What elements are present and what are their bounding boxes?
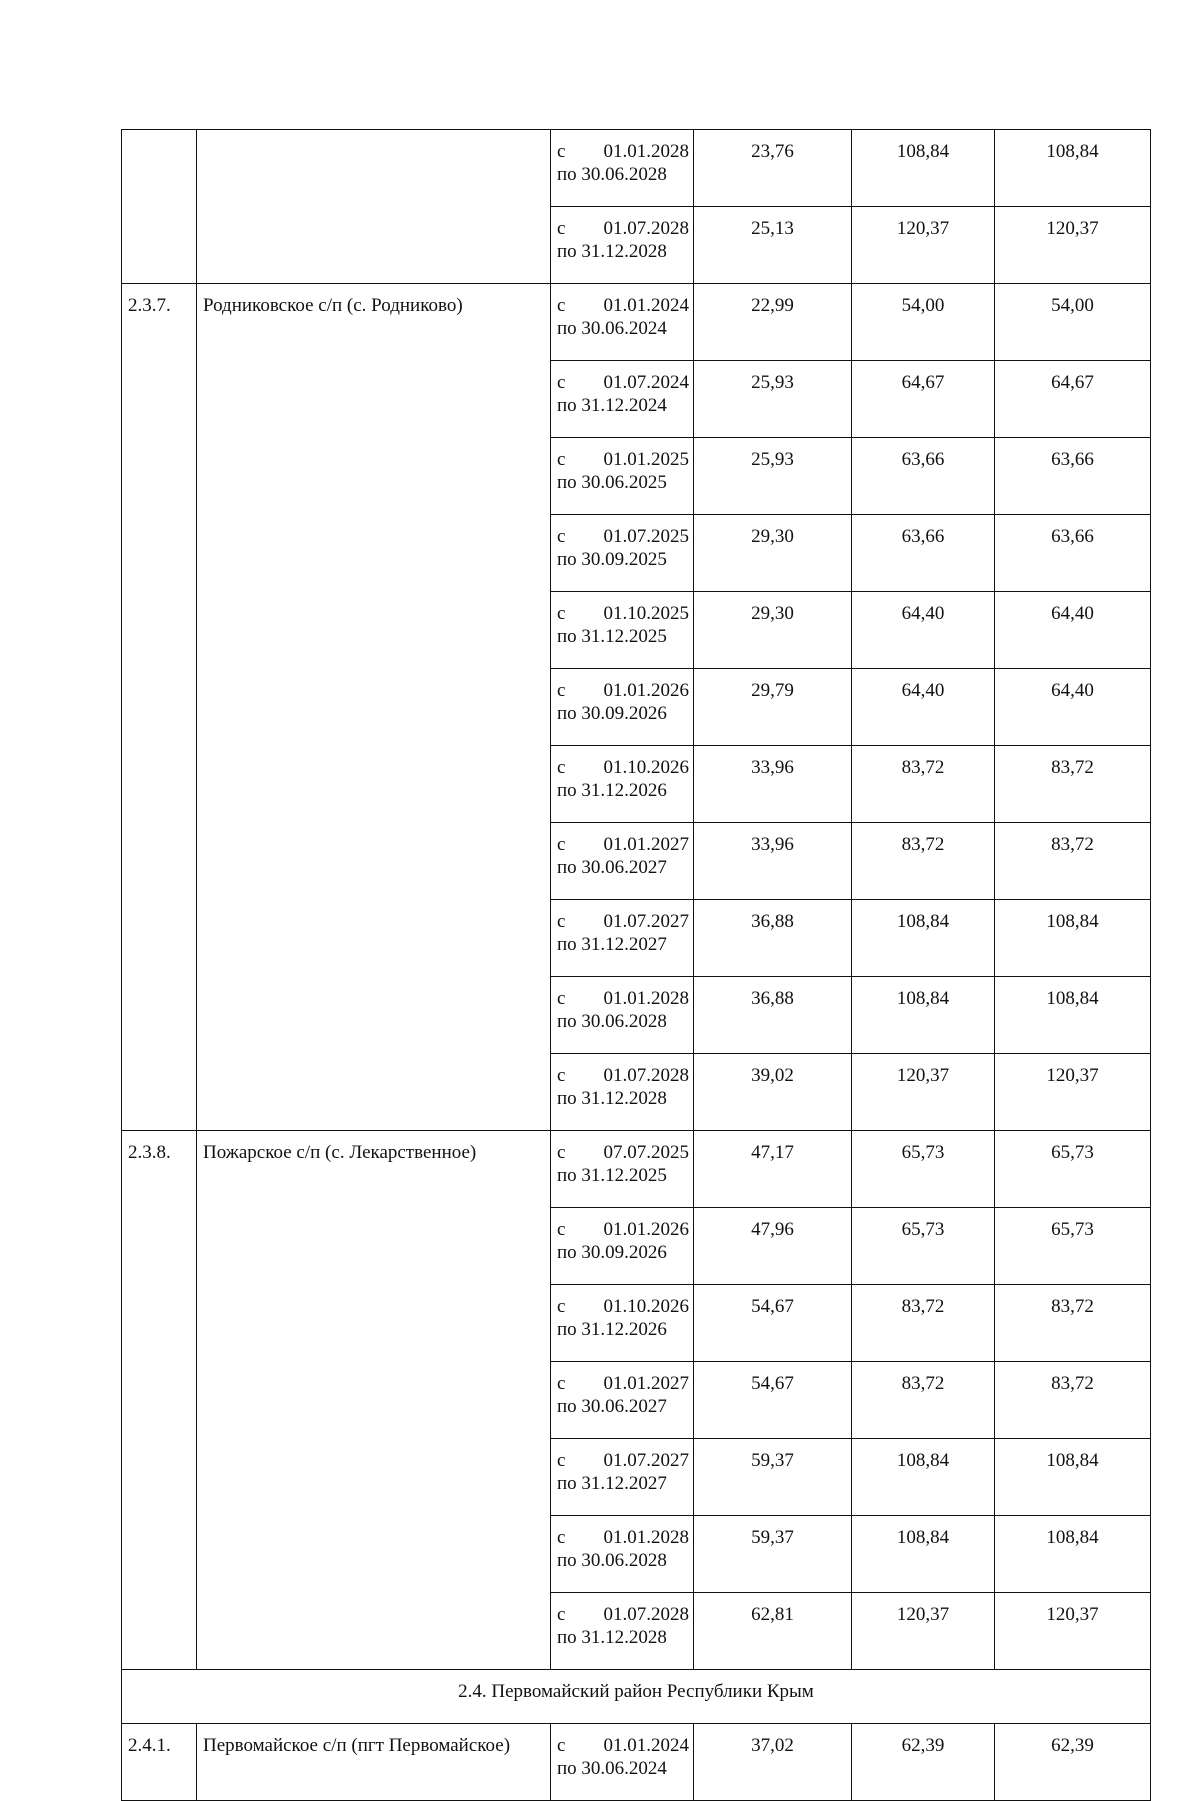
tariff-value-cell-1: 25,13 bbox=[694, 207, 852, 284]
tariff-table-body bbox=[122, 130, 1151, 1801]
period-to-line: по 31.12.2026 bbox=[557, 1319, 667, 1340]
tariff-value-cell-1: 33,96 bbox=[694, 746, 852, 823]
period-prefix: с bbox=[557, 295, 566, 316]
period-from-date: 01.07.2027 bbox=[603, 911, 689, 932]
period-prefix: с bbox=[557, 218, 566, 239]
period-cell bbox=[551, 515, 694, 592]
tariff-value-cell-3: 120,37 bbox=[995, 1593, 1151, 1670]
tariff-value-cell-2: 108,84 bbox=[852, 130, 995, 207]
period-from-line bbox=[557, 602, 689, 625]
tariff-value-cell-2: 83,72 bbox=[852, 1362, 995, 1439]
period-prefix: с bbox=[557, 603, 566, 624]
row-number-cell: 2.3.7. bbox=[122, 284, 197, 1131]
period-prefix: с bbox=[557, 834, 566, 855]
tariff-value-cell-3: 63,66 bbox=[995, 438, 1151, 515]
period-to-line: по 30.06.2028 bbox=[557, 1011, 667, 1032]
row-number-cell bbox=[122, 130, 197, 284]
tariff-value-cell-1: 54,67 bbox=[694, 1285, 852, 1362]
settlement-name-cell: Первомайское с/п (пгт Первомайское) bbox=[197, 1724, 551, 1801]
period-to-line: по 30.06.2024 bbox=[557, 318, 667, 339]
period-prefix: с bbox=[557, 1296, 566, 1317]
tariff-value-cell-1: 25,93 bbox=[694, 438, 852, 515]
period-to-line: по 30.06.2027 bbox=[557, 1396, 667, 1417]
period-prefix: с bbox=[557, 1373, 566, 1394]
tariff-value-cell-1: 22,99 bbox=[694, 284, 852, 361]
period-cell bbox=[551, 130, 694, 207]
tariff-value-cell-3: 108,84 bbox=[995, 1516, 1151, 1593]
tariff-value-cell-3: 62,39 bbox=[995, 1724, 1151, 1801]
tariff-value-cell-3: 65,73 bbox=[995, 1208, 1151, 1285]
tariff-value-cell-3: 83,72 bbox=[995, 1362, 1151, 1439]
period-cell bbox=[551, 823, 694, 900]
period-prefix: с bbox=[557, 1142, 566, 1163]
period-from-line bbox=[557, 1064, 689, 1087]
period-prefix: с bbox=[557, 449, 566, 470]
row-number-cell: 2.3.8. bbox=[122, 1131, 197, 1670]
period-from-date: 01.10.2026 bbox=[603, 757, 689, 778]
tariff-value-cell-2: 83,72 bbox=[852, 1285, 995, 1362]
period-cell bbox=[551, 1362, 694, 1439]
period-to-line: по 31.12.2025 bbox=[557, 1165, 667, 1186]
period-cell bbox=[551, 438, 694, 515]
period-from-date: 01.07.2027 bbox=[603, 1450, 689, 1471]
tariff-value-cell-3: 83,72 bbox=[995, 1285, 1151, 1362]
period-cell bbox=[551, 900, 694, 977]
period-prefix: с bbox=[557, 1735, 566, 1756]
period-to-line: по 31.12.2027 bbox=[557, 934, 667, 955]
period-to-line: по 31.12.2025 bbox=[557, 626, 667, 647]
period-cell bbox=[551, 592, 694, 669]
tariff-value-cell-2: 108,84 bbox=[852, 900, 995, 977]
period-from-line bbox=[557, 1603, 689, 1626]
tariff-value-cell-2: 65,73 bbox=[852, 1131, 995, 1208]
section-row bbox=[122, 1670, 1151, 1724]
tariff-value-cell-3: 108,84 bbox=[995, 1439, 1151, 1516]
tariff-value-cell-1: 47,96 bbox=[694, 1208, 852, 1285]
tariff-value-cell-1: 47,17 bbox=[694, 1131, 852, 1208]
tariff-value-cell-3: 108,84 bbox=[995, 130, 1151, 207]
period-prefix: с bbox=[557, 526, 566, 547]
period-prefix: с bbox=[557, 141, 566, 162]
period-from-date: 07.07.2025 bbox=[603, 1142, 689, 1163]
tariff-value-cell-1: 36,88 bbox=[694, 977, 852, 1054]
tariff-value-cell-1: 39,02 bbox=[694, 1054, 852, 1131]
tariff-value-cell-3: 65,73 bbox=[995, 1131, 1151, 1208]
period-to-line: по 31.12.2028 bbox=[557, 1627, 667, 1648]
period-to-line: по 30.06.2024 bbox=[557, 1758, 667, 1779]
tariff-value-cell-2: 120,37 bbox=[852, 1054, 995, 1131]
tariff-value-cell-2: 64,67 bbox=[852, 361, 995, 438]
tariff-value-cell-2: 108,84 bbox=[852, 977, 995, 1054]
period-from-date: 01.10.2026 bbox=[603, 1296, 689, 1317]
period-cell bbox=[551, 361, 694, 438]
period-to-line: по 30.09.2026 bbox=[557, 1242, 667, 1263]
period-cell bbox=[551, 1054, 694, 1131]
tariff-value-cell-2: 64,40 bbox=[852, 669, 995, 746]
period-to-line: по 31.12.2026 bbox=[557, 780, 667, 801]
tariff-value-cell-3: 64,40 bbox=[995, 592, 1151, 669]
tariff-value-cell-3: 83,72 bbox=[995, 823, 1151, 900]
tariff-value-cell-1: 29,30 bbox=[694, 592, 852, 669]
tariff-value-cell-1: 37,02 bbox=[694, 1724, 852, 1801]
period-from-line bbox=[557, 987, 689, 1010]
period-from-line bbox=[557, 140, 689, 163]
table-row bbox=[122, 130, 1151, 207]
tariff-value-cell-1: 59,37 bbox=[694, 1439, 852, 1516]
period-to-line: по 30.06.2027 bbox=[557, 857, 667, 878]
period-prefix: с bbox=[557, 988, 566, 1009]
tariff-value-cell-2: 63,66 bbox=[852, 515, 995, 592]
tariff-table bbox=[121, 129, 1151, 1801]
period-from-date: 01.10.2025 bbox=[603, 603, 689, 624]
settlement-name-cell bbox=[197, 130, 551, 284]
period-from-line bbox=[557, 910, 689, 933]
period-prefix: с bbox=[557, 372, 566, 393]
tariff-value-cell-2: 108,84 bbox=[852, 1439, 995, 1516]
period-to-line: по 30.09.2026 bbox=[557, 703, 667, 724]
period-from-line bbox=[557, 448, 689, 471]
tariff-value-cell-3: 120,37 bbox=[995, 1054, 1151, 1131]
period-from-date: 01.07.2028 bbox=[603, 218, 689, 239]
period-from-line bbox=[557, 217, 689, 240]
period-from-line bbox=[557, 756, 689, 779]
tariff-value-cell-3: 120,37 bbox=[995, 207, 1151, 284]
period-from-date: 01.01.2028 bbox=[603, 141, 689, 162]
period-from-date: 01.01.2027 bbox=[603, 834, 689, 855]
settlement-name-cell: Пожарское с/п (с. Лекарственное) bbox=[197, 1131, 551, 1670]
table-row bbox=[122, 1724, 1151, 1801]
period-cell bbox=[551, 284, 694, 361]
period-from-date: 01.01.2024 bbox=[603, 1735, 689, 1756]
tariff-value-cell-3: 54,00 bbox=[995, 284, 1151, 361]
period-to-line: по 30.06.2028 bbox=[557, 164, 667, 185]
tariff-value-cell-3: 108,84 bbox=[995, 977, 1151, 1054]
tariff-value-cell-1: 29,30 bbox=[694, 515, 852, 592]
tariff-value-cell-3: 108,84 bbox=[995, 900, 1151, 977]
period-cell bbox=[551, 1724, 694, 1801]
tariff-value-cell-1: 54,67 bbox=[694, 1362, 852, 1439]
period-from-date: 01.01.2026 bbox=[603, 680, 689, 701]
period-from-line bbox=[557, 371, 689, 394]
period-from-date: 01.07.2028 bbox=[603, 1065, 689, 1086]
period-cell bbox=[551, 1439, 694, 1516]
period-cell bbox=[551, 1285, 694, 1362]
period-from-line bbox=[557, 525, 689, 548]
tariff-value-cell-1: 59,37 bbox=[694, 1516, 852, 1593]
period-from-date: 01.01.2028 bbox=[603, 1527, 689, 1548]
period-from-date: 01.01.2027 bbox=[603, 1373, 689, 1394]
period-from-line bbox=[557, 1295, 689, 1318]
tariff-value-cell-2: 54,00 bbox=[852, 284, 995, 361]
period-from-line bbox=[557, 1734, 689, 1757]
period-to-line: по 31.12.2028 bbox=[557, 1088, 667, 1109]
tariff-value-cell-2: 63,66 bbox=[852, 438, 995, 515]
period-from-date: 01.01.2026 bbox=[603, 1219, 689, 1240]
period-from-date: 01.01.2024 bbox=[603, 295, 689, 316]
period-from-line bbox=[557, 1141, 689, 1164]
period-to-line: по 31.12.2024 bbox=[557, 395, 667, 416]
period-cell bbox=[551, 1593, 694, 1670]
tariff-value-cell-3: 83,72 bbox=[995, 746, 1151, 823]
tariff-value-cell-2: 62,39 bbox=[852, 1724, 995, 1801]
period-prefix: с bbox=[557, 1065, 566, 1086]
period-from-line bbox=[557, 833, 689, 856]
period-from-line bbox=[557, 1218, 689, 1241]
tariff-value-cell-2: 65,73 bbox=[852, 1208, 995, 1285]
period-cell bbox=[551, 1208, 694, 1285]
period-from-date: 01.01.2028 bbox=[603, 988, 689, 1009]
period-prefix: с bbox=[557, 1450, 566, 1471]
period-cell bbox=[551, 1516, 694, 1593]
period-from-line bbox=[557, 294, 689, 317]
tariff-value-cell-1: 29,79 bbox=[694, 669, 852, 746]
tariff-value-cell-1: 62,81 bbox=[694, 1593, 852, 1670]
tariff-value-cell-2: 108,84 bbox=[852, 1516, 995, 1593]
period-from-date: 01.07.2024 bbox=[603, 372, 689, 393]
period-from-date: 01.07.2028 bbox=[603, 1604, 689, 1625]
period-prefix: с bbox=[557, 1219, 566, 1240]
section-title: 2.4. Первомайский район Республики Крым bbox=[122, 1670, 1151, 1724]
tariff-value-cell-2: 83,72 bbox=[852, 746, 995, 823]
period-cell bbox=[551, 746, 694, 823]
period-cell bbox=[551, 1131, 694, 1208]
table-row bbox=[122, 284, 1151, 361]
tariff-value-cell-1: 23,76 bbox=[694, 130, 852, 207]
tariff-value-cell-2: 120,37 bbox=[852, 1593, 995, 1670]
period-from-line bbox=[557, 1449, 689, 1472]
period-cell bbox=[551, 207, 694, 284]
period-to-line: по 30.06.2025 bbox=[557, 472, 667, 493]
period-from-date: 01.01.2025 bbox=[603, 449, 689, 470]
period-cell bbox=[551, 669, 694, 746]
tariff-value-cell-1: 33,96 bbox=[694, 823, 852, 900]
period-from-date: 01.07.2025 bbox=[603, 526, 689, 547]
tariff-value-cell-3: 64,67 bbox=[995, 361, 1151, 438]
tariff-value-cell-3: 64,40 bbox=[995, 669, 1151, 746]
period-from-line bbox=[557, 1372, 689, 1395]
period-from-line bbox=[557, 679, 689, 702]
period-prefix: с bbox=[557, 1527, 566, 1548]
tariff-value-cell-2: 64,40 bbox=[852, 592, 995, 669]
row-number-cell: 2.4.1. bbox=[122, 1724, 197, 1801]
period-prefix: с bbox=[557, 757, 566, 778]
period-prefix: с bbox=[557, 680, 566, 701]
period-to-line: по 30.06.2028 bbox=[557, 1550, 667, 1571]
period-from-line bbox=[557, 1526, 689, 1549]
period-prefix: с bbox=[557, 1604, 566, 1625]
tariff-value-cell-2: 120,37 bbox=[852, 207, 995, 284]
settlement-name-cell: Родниковское с/п (с. Родниково) bbox=[197, 284, 551, 1131]
period-to-line: по 31.12.2027 bbox=[557, 1473, 667, 1494]
period-to-line: по 30.09.2025 bbox=[557, 549, 667, 570]
tariff-value-cell-1: 36,88 bbox=[694, 900, 852, 977]
tariff-value-cell-1: 25,93 bbox=[694, 361, 852, 438]
period-cell bbox=[551, 977, 694, 1054]
tariff-value-cell-3: 63,66 bbox=[995, 515, 1151, 592]
tariff-value-cell-2: 83,72 bbox=[852, 823, 995, 900]
period-to-line: по 31.12.2028 bbox=[557, 241, 667, 262]
period-prefix: с bbox=[557, 911, 566, 932]
table-row bbox=[122, 1131, 1151, 1208]
